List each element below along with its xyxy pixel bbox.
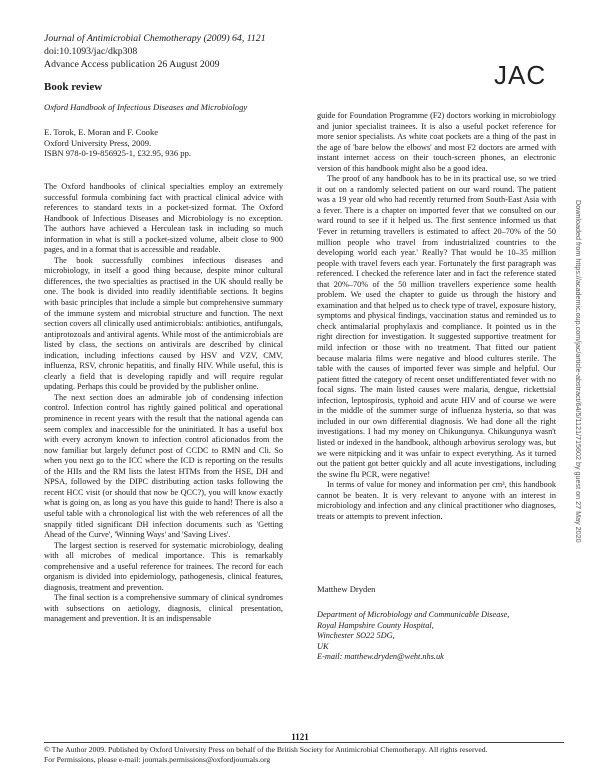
paragraph: The proof of any handbook has to be in its practical use, so we tried it out on a randomly selected patient on our ward round. The patient was a 19 year old who had recently returned from South-East Asia with a fever. There is a chapter on imported fever that we consulted on our ward round to see if it helped us. The first sentence informed us that 'Fever in returning travellers is estimated to affect 20–70% of the 50 million people who travel from industrialized countries to the developing world each year.' Really? That would be 10–35 million people with travel fevers each year. Fortunately the first paragraph was referenced. I checked the reference later and in fact the reference stated that 20%–70% of the 50 million travellers experience some health problem. We used the chapter to guide us through the history and examination and that helped us to check type of travel, exposure history, symptoms and physical findings, vaccination status and reminded us to check antimalarial prophylaxis and compliance. It pointed us in the right direction for investigation. It suggested supportive treatment for mild infection or those with no treatment. That fitted our patient because malaria films were negative and blood cultures sterile. The table with the causes of imported fever was simple and helpful. Our patient fitted the category of recent onset undifferentiated fever with no focal signs. The main listed causes were malaria, dengue, rickettsial infection, leptospirosis, typhoid and acute HIV and of course we were in the middle of the summer surge of influenza hysteria, so that was included in our own differential diagnosis. We had done all the right investigations. I had my money on Chikungunya. Chikungunya wasn't listed or indexed in the handbook, although arbovirus serology was, but we were nitpicking and it was unfair to expect everything. As it turned out the patient got better quickly and all acute investigations, including the swine flu PCR, were negative! <box>317 174 556 479</box>
book-authors: E. Torok, E. Moran and F. Cooke <box>44 127 159 137</box>
book-isbn: ISBN 978-0-19-856925-1, £32.95, 936 pp. <box>44 148 192 159</box>
journal-citation: Journal of Antimicrobial Chemotherapy (2009) 64, 1121 <box>44 33 266 44</box>
download-notice-text: Downloaded from https://academic.oup.com/jac/article-abstract/64/5/1121/715602 by guest on 27 May 2020 <box>574 200 583 543</box>
affiliation-line: UK <box>317 641 329 651</box>
permissions-notice[interactable]: For Permissions, please e-mail: journals.permissions@oxfordjournals.org <box>44 755 271 764</box>
reviewer-email[interactable]: E-mail: matthew.dryden@weht.nhs.uk <box>317 652 444 662</box>
right-column <box>317 111 556 522</box>
paragraph: The Oxford handbooks of clinical specialties employ an extremely successful formula combining fact with practical clinical advice with references to standard texts in a pocket-sized format. The Oxford Handbook of Infectious Diseases and Microbiology is no exception. The authors have achieved a Herculean task in including so much information in what is still a pocket-sized volume, albeit close to 900 pages, and in a format that is accessible and readable. <box>44 182 283 255</box>
doi: doi:10.1093/jac/dkp308 <box>44 46 138 57</box>
book-details <box>44 127 284 159</box>
paragraph: guide for Foundation Programme (F2) doctors working in microbiology and junior specialist trainees. It is also a useful pocket reference for more senior specialists. As white coat pockets are a thing of the past in the age of 'bare below the elbows' and most F2 doctors are armed with instant internet access on their touch-screen phones, an electronic version of this handbook might also be a good idea. <box>317 111 556 173</box>
paragraph: The next section does an admirable job of condensing infection control. Infection control has rightly gained political and operational prominence in recent years with the result that the national agenda can seem complex and inaccessible for the uninitiated. It has a useful box with every acronym known to infection control aficionados from the now familiar but largely defunct post of CCDC to RMN and Cli. So when you next go to the ICC where the ICD is reporting on the results of the HIIs and the RM lists the latest HTMs from the HSE, DH and NPSA, followed by the DIPC distributing action tasks following the recent HCC visit (or should that now be QCC?), you will know exactly what is going on, as long as you have this guide to hand! There is also a useful table with a chronological list with the web references of all the snappily titled significant DH infection documents such as 'Getting Ahead of the Curve', 'Winning Ways' and 'Saving Lives'. <box>44 392 283 540</box>
advance-access-date: Advance Access publication 26 August 2009 <box>44 59 220 70</box>
left-column <box>44 182 283 625</box>
paragraph: In terms of value for money and information per cm³, this handbook cannot be beaten. It is very relevant to anyone with an interest in microbiology and infection and any clinical practitioner who diagnoses, treats or attempts to prevent infection. <box>317 480 556 521</box>
reviewer-name: Matthew Dryden <box>317 584 376 594</box>
footer-divider <box>44 742 564 743</box>
affiliation-line: Royal Hampshire County Hospital, <box>317 620 434 630</box>
download-watermark <box>575 200 585 560</box>
book-publisher: Oxford University Press, 2009. <box>44 137 152 148</box>
section-title: Book review <box>44 81 103 93</box>
reviewer-affiliation <box>317 610 557 663</box>
book-title: Oxford Handbook of Infectious Diseases and Microbiology <box>44 102 248 112</box>
journal-logo: JAC <box>494 60 547 90</box>
affiliation-line: Department of Microbiology and Communicable Disease, <box>317 610 510 619</box>
page-number: 1121 <box>291 732 309 742</box>
paragraph: The book successfully combines infectious diseases and microbiology, in itself a good thing because, despite minor cultural differences, the two specialties as practised in the UK should really be one. The book is divided into readily identifiable sections. It begins with basic principles that include a simple but comprehensive summary of the immune system and microbial structure and function. The next section covers all clinically used antimicrobials: antibiotics, antifungals, antiprotozoals and antiviral agents. While most of the antimicrobials are listed by class, the sections on antivirals are described by clinical indication, including infections caused by HSV and VZV, CMV, influenza, RSV, chronic hepatitis, and finally HIV. While useful, this is clearly a field that is developing rapidly and will require regular updating. Perhaps this could be provided by the publisher online. <box>44 255 283 392</box>
paragraph: The largest section is reserved for systematic microbiology, dealing with all microbes of medical importance. This is remarkably comprehensive and a useful reference for trainees. The record for each organism is divided into epidemiology, pathogenesis, clinical features, diagnosis, treatment and prevention. <box>44 540 283 592</box>
affiliation-line: Winchester SO22 5DG, <box>317 631 395 641</box>
paragraph: The final section is a comprehensive summary of clinical syndromes with subsections on aetiology, diagnosis, clinical presentation, management and prevention. It is an indispensable <box>44 593 283 624</box>
copyright-notice: © The Author 2009. Published by Oxford University Press on behalf of the British Society for Antimicrobial Chemotherapy. All rights reserved. <box>44 745 488 754</box>
